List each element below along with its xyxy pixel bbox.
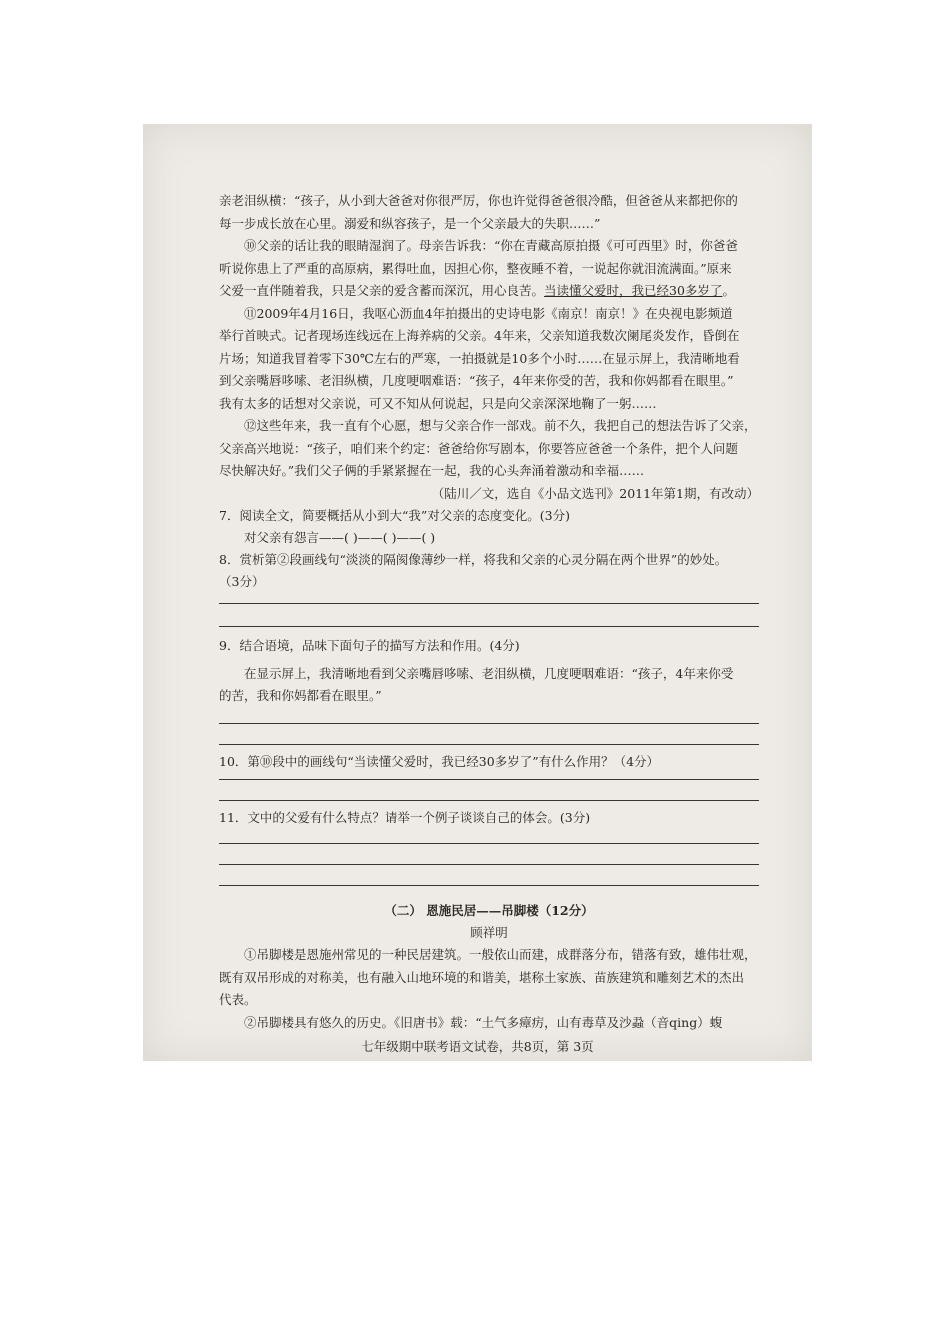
paragraph-10: ⑩父亲的话让我的眼睛湿润了。母亲告诉我：“你在青藏高原拍摄《可可西里》时，你爸爸 [244,238,738,253]
question-9-quote: 的苦，我和你妈都看在眼里。” [219,688,382,703]
underlined-sentence: 当读懂父爱时，我已经30多岁了 [544,283,723,298]
passage-line: 到父亲嘴唇哆嗦、老泪纵横，几度哽咽难语：“孩子，4年来你受的苦，我和你妈都看在眼里。” [219,373,734,388]
section-paragraph-1: ①吊脚楼是恩施州常见的一种民居建筑。一般依山而建，成群落分布，错落有致，雄伟壮观， [244,947,757,962]
question-9-quote: 在显示屏上，我清晰地看到父亲嘴唇哆嗦、老泪纵横，几度哽咽难语：“孩子，4年来你受 [244,666,734,681]
section-title: （二） 恩施民居——吊脚楼（12分） [384,903,594,918]
paragraph-11: ⑪2009年4月16日，我呕心沥血4年拍摄出的史诗电影《南京！南京！》在央视电影频道 [244,305,733,321]
text-span: 父爱一直伴随着我，只是父亲的爱含蓄而深沉，用心良苦。 [219,283,545,298]
question-8: 8．赏析第②段画线句“淡淡的隔阂像薄纱一样，将我和父亲的心灵分隔在两个世界”的妙处。 [219,552,728,567]
passage-line: 父亲高兴地说：“孩子，咱们来个约定：爸爸给你写剧本，你要答应爸爸一个条件，把个人问题 [219,440,738,456]
question-9: 9．结合语境，品味下面句子的描写方法和作用。(4分) [219,638,520,653]
passage-line: 片场；知道我冒着零下30℃左右的严寒，一拍摄就是10多个小时……在显示屏上，我清晰地看 [219,350,740,366]
passage-line: 每一步成长放在心里。溺爱和纵容孩子，是一个父亲最大的失职……” [219,215,601,231]
page-content [219,190,759,1034]
paragraph-12: ⑫这些年来，我一直有个心愿，想与父亲合作一部戏。前不久，我把自己的想法告诉了父亲， [244,418,757,433]
question-7-fill[interactable]: 对父亲有怨言——( )——( )——( ) [244,530,436,545]
passage-line: 亲老泪纵横：“孩子，从小到大爸爸对你很严厉，你也许觉得爸爸很冷酷，但爸爸从来都把你的 [219,193,738,208]
scanned-exam-page [143,124,812,1061]
passage-line: 代表。 [219,992,257,1007]
passage-line: 听说你患上了严重的高原病，累得吐血，因担心你，整夜睡不着，一说起你就泪流满面。”原来 [219,260,732,276]
passage-line [219,280,759,303]
passage-line: 我有太多的话想对父亲说，可又不知从何说起，只是向父亲深深地鞠了一躬…… [219,395,657,411]
passage-line: 既有双吊形成的对称美，也有融入山地环境的和谐美，堪称土家族、苗族建筑和雕刻艺术的杰出 [219,969,745,985]
text-span: 。 [722,283,735,298]
question-10: 10．第⑩段中的画线句“当读懂父爱时，我已经30多岁了”有什么作用？（4分） [219,754,660,769]
page-footer: 七年级期中联考语文试卷，共8页，第 3页 [361,1039,594,1054]
passage-line: 举行首映式。记者现场连线远在上海养病的父亲。4年来，父亲知道我数次阑尾炎发作，昏倒在 [219,328,740,343]
question-11: 11．文中的父爱有什么特点？请举一个例子谈谈自己的体会。(3分) [219,810,591,825]
question-8-score: （3分） [219,574,265,589]
section-paragraph-2: ②吊脚楼具有悠久的历史。《旧唐书》载：“土气多瘴疠，山有毒草及沙蝨（音qing）蝮 [244,1014,723,1030]
section-author: 顾祥明 [470,925,508,940]
question-7: 7．阅读全文，简要概括从小到大“我”对父亲的态度变化。(3分) [219,508,570,523]
source-citation: （陆川／文，选自《小品文选刊》2011年第1期，有改动） [431,485,759,501]
passage-line: 尽快解决好。”我们父子俩的手紧紧握在一起，我的心头奔涌着激动和幸福…… [219,463,645,478]
